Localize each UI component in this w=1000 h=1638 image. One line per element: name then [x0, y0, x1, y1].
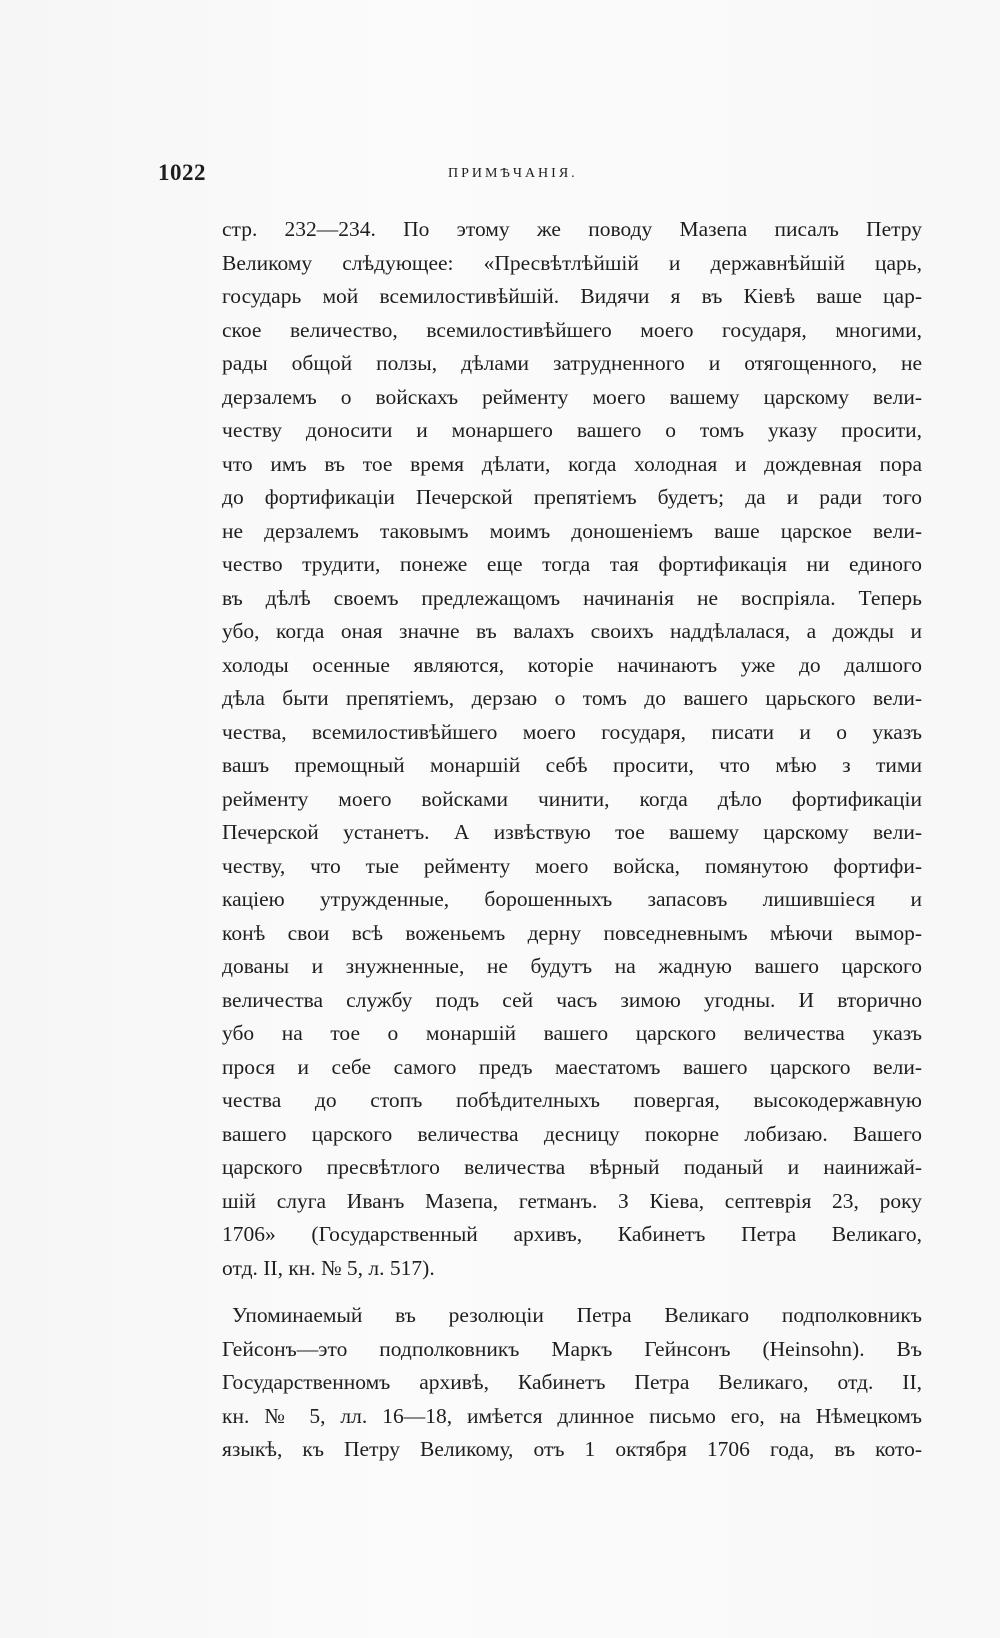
page-header [158, 160, 918, 196]
text-line: величества службу подъ сей часъ зимою угодны. И вторично [222, 987, 922, 1012]
text-line: отд. II, кн. № 5, л. 517). [222, 1255, 435, 1280]
text-line: конѣ свои всѣ воженьемъ дерну повседневнымъ мѣючи вымор- [222, 920, 922, 945]
text-line: государь мой всемилостивѣйшій. Видячи я въ Кіевѣ ваше цар- [222, 284, 922, 308]
text-line: рады общой ползы, дѣлами затрудненного и отягощенного, не [222, 351, 922, 375]
text-line: ское величество, всемилостивѣйшего моего государя, многими, [222, 317, 922, 342]
text-line: чество трудити, понеже еще тогда тая фортификація ни единого [222, 552, 922, 576]
text-line: убо на тое о монаршій вашего царского величества указъ [222, 1021, 922, 1045]
text-line: кн. № 5, лл. 16—18, имѣется длинное письмо его, на Нѣмецкомъ [222, 1403, 922, 1428]
text-line: не дерзалемъ таковымъ моимъ доношеніемъ ваше царское вели- [222, 518, 922, 543]
text-line: каціею утружденные, борошенныхъ запасовъ лишившіеся и [222, 887, 922, 911]
text-line: вашего царского величества десницу покорне лобизаю. Вашего [222, 1121, 922, 1146]
text-line: что имъ въ тое время дѣлати, когда холодная и дождевная пора [222, 451, 922, 476]
text-line: прося и себе самого предъ маестатомъ вашего царского вели- [222, 1054, 922, 1079]
text-line: вашъ премощный монаршій себѣ просити, что мѣю з тими [222, 753, 922, 777]
text-line: царского пресвѣтлого величества вѣрный поданый и наинижай- [222, 1155, 922, 1179]
text-line: до фортификаціи Печерской препятіемъ будетъ; да и ради того [222, 485, 922, 509]
text-line: Упоминаемый въ резолюціи Петра Великаго подполковникъ [232, 1303, 922, 1327]
text-line: Государственномъ архивѣ, Кабинетъ Петра Великаго, отд. II, [222, 1370, 922, 1394]
text-line: дѣла быти препятіемъ, дерзаю о томъ до вашего царьского вели- [222, 686, 922, 710]
body-text [222, 213, 922, 1467]
text-line: чества, всемилостивѣйшего моего государя, писати и о указъ [222, 719, 922, 744]
text-line: Великому слѣдующее: «Пресвѣтлѣйшій и державнѣйшій царь, [222, 250, 922, 275]
text-line: языкѣ, къ Петру Великому, отъ 1 октября 1706 года, въ кото- [222, 1437, 922, 1461]
text-line: Гейсонъ—это подполковникъ Маркъ Гейнсонъ (Heinsohn). Въ [222, 1336, 922, 1361]
page-number: 1022 [158, 160, 206, 185]
paragraph-heinsohn [222, 1299, 922, 1467]
text-line: честву доносити и монаршего вашего о томъ указу просити, [222, 418, 922, 442]
text-line: холоды осенные являются, которіе начинаютъ уже до далшого [222, 652, 922, 677]
text-line: чества до стопъ побѣдителныхъ повергая, высокодержавную [222, 1088, 922, 1112]
text-line: дерзалемъ о войскахъ рейменту моего вашему царскому вели- [222, 384, 922, 409]
text-line: убо, когда оная значне въ валахъ своихъ наддѣлалася, а дожды и [222, 619, 922, 643]
text-line: честву, что тые рейменту моего войска, помянутою фортифи- [222, 853, 922, 878]
text-line: стр. 232—234. По этому же поводу Мазепа писалъ Петру [222, 217, 922, 241]
running-title: ПРИМѢЧАНІЯ. [448, 166, 578, 181]
text-line: 1706» (Государственный архивъ, Кабинетъ Петра Великаго, [222, 1222, 922, 1246]
text-line: дованы и знужненные, не будутъ на жадную вашего царского [222, 954, 922, 978]
text-line: рейменту моего войсками чинити, когда дѣло фортификаціи [222, 786, 922, 811]
text-line: въ дѣлѣ своемъ предлежащомъ начинанія не воспріяла. Теперь [222, 585, 922, 610]
text-line: шій слуга Иванъ Мазепа, гетманъ. З Кіева, септеврія 23, року [222, 1188, 922, 1213]
text-line: Печерской устанетъ. А извѣствую тое вашему царскому вели- [222, 820, 922, 844]
paragraph-mazepa-letter [222, 213, 922, 1285]
